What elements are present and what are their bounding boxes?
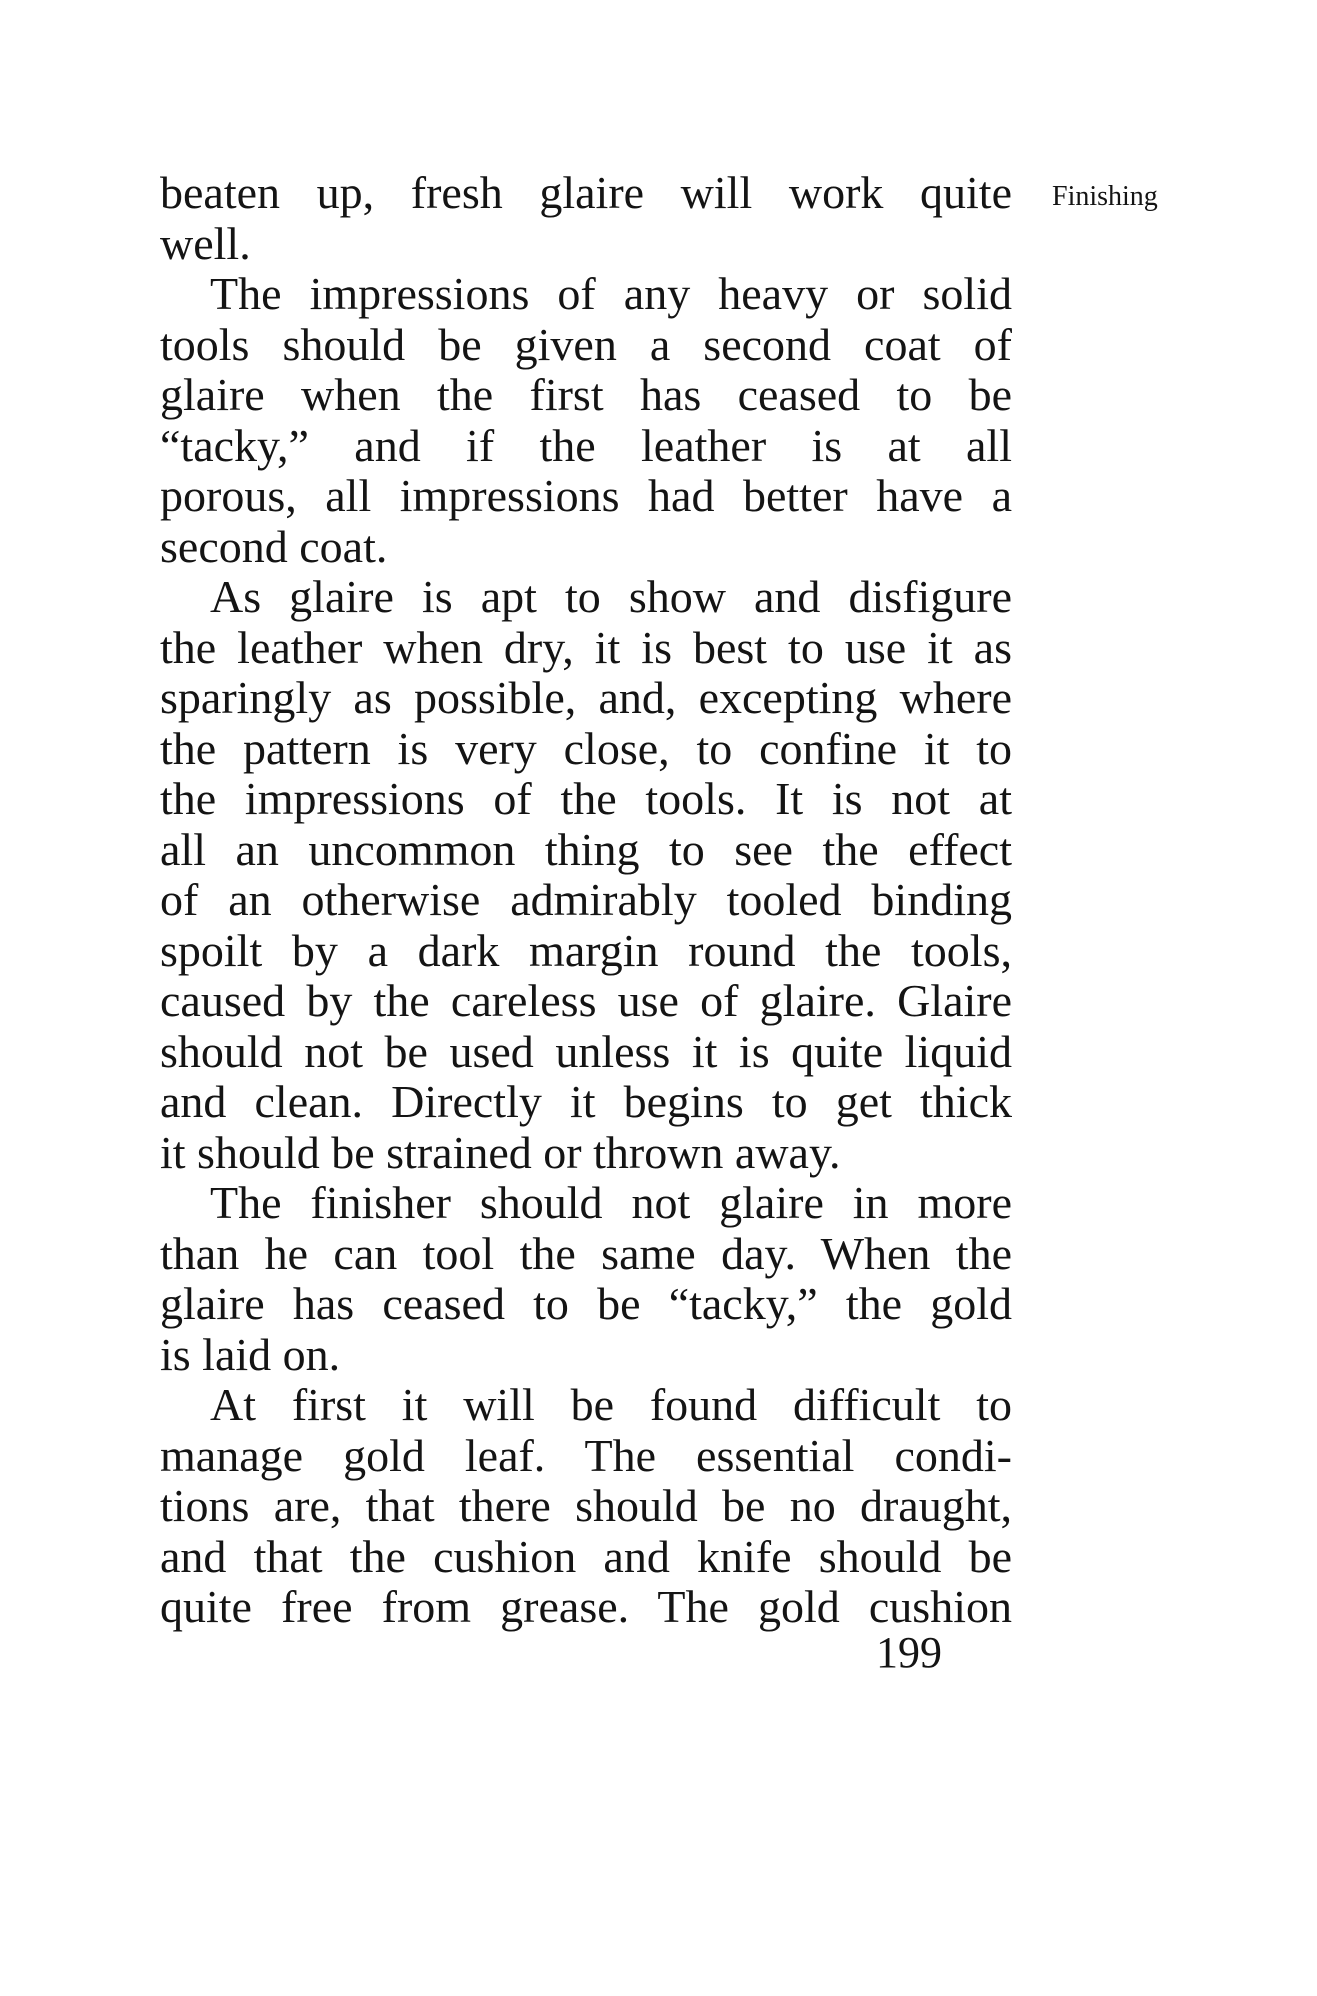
text-line: should not be used unless it is quite liquid (160, 1025, 1012, 1077)
text-line: tions are, that there should be no draught, (160, 1480, 1012, 1531)
text-line: quite free from grease. The gold cushion (160, 1581, 1012, 1632)
paragraph-first-line: The finisher should not glaire in more (210, 1177, 1012, 1228)
text-line: of an otherwise admirably tooled binding (160, 874, 1012, 925)
text-line: the pattern is very close, to confine it to (160, 722, 1012, 774)
text-line: tools should be given a second coat of (160, 318, 1012, 370)
text-line: manage gold leaf. The essential condi- (160, 1429, 1012, 1481)
text-line: and that the cushion and knife should be (160, 1530, 1012, 1582)
text-line: and clean. Directly it begins to get thick (160, 1076, 1012, 1127)
text-line: glaire when the first has ceased to be (160, 369, 1012, 420)
margin-note: Finishing (1052, 181, 1158, 212)
text-line: beaten up, fresh glaire will work quite (160, 167, 1012, 218)
text-line: “tacky,” and if the leather is at all (160, 419, 1012, 471)
page-number: 199 (876, 1628, 942, 1677)
text-line: second coat. (160, 520, 388, 572)
text-line: it should be strained or thrown away. (160, 1126, 841, 1178)
text-line: porous, all impressions had better have a (160, 470, 1012, 521)
paragraph-first-line: As glaire is apt to show and disfigure (210, 571, 1012, 622)
paragraph-first-line: The impressions of any heavy or solid (210, 268, 1012, 319)
text-line: than he can tool the same day. When the (160, 1227, 1012, 1279)
text-line: all an uncommon thing to see the effect (160, 823, 1012, 875)
text-line: is laid on. (160, 1328, 341, 1380)
text-line: glaire has ceased to be “tacky,” the gold (160, 1278, 1012, 1329)
text-line: spoilt by a dark margin round the tools, (160, 924, 1012, 976)
paragraph-first-line: At first it will be found difficult to (210, 1379, 1012, 1430)
text-line: well. (160, 217, 251, 269)
text-line: the impressions of the tools. It is not at (160, 773, 1012, 824)
text-line: caused by the careless use of glaire. Glaire (160, 975, 1012, 1026)
body-text (160, 168, 1012, 1633)
text-line: sparingly as possible, and, excepting where (160, 672, 1012, 723)
text-line: the leather when dry, it is best to use it as (160, 621, 1012, 673)
